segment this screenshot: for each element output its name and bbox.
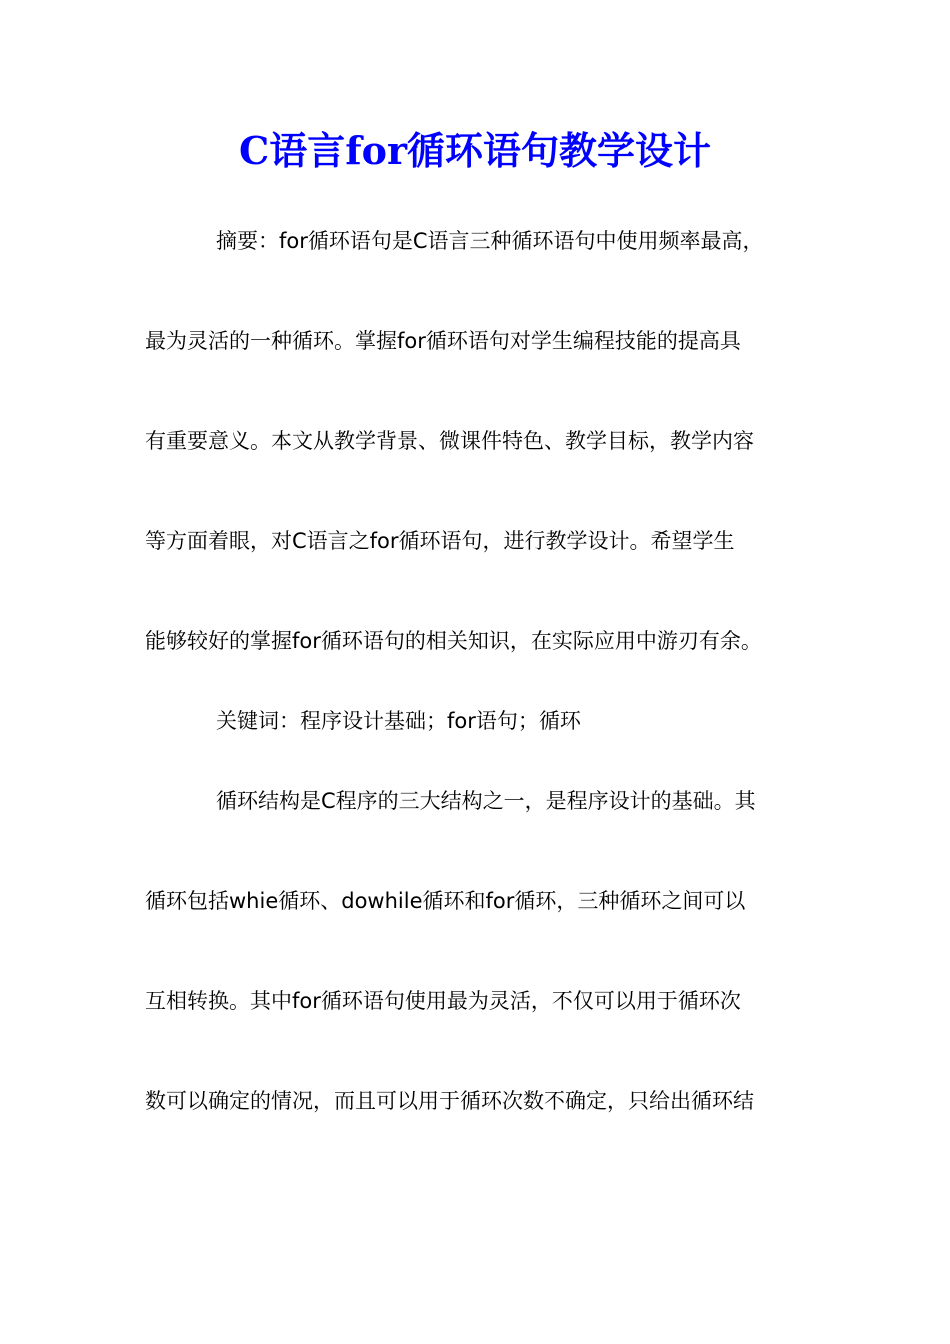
body-line-2: 循环包括whie循环、dowhile循环和for循环，三种循环之间可以: [145, 889, 746, 913]
abstract-line-5: 能够较好的掌握for循环语句的相关知识，在实际应用中游刃有余。: [145, 629, 762, 653]
abstract-line-3: 有重要意义。本文从教学背景、微课件特色、教学目标，教学内容: [145, 429, 754, 453]
abstract-line-1: 摘要：for循环语句是C语言三种循环语句中使用频率最高，: [216, 229, 764, 253]
body-line-3: 互相转换。其中for循环语句使用最为灵活，不仅可以用于循环次: [145, 989, 741, 1013]
abstract-line-2: 最为灵活的一种循环。掌握for循环语句对学生编程技能的提高具: [145, 329, 741, 353]
abstract-line-4: 等方面着眼，对C语言之for循环语句，进行教学设计。希望学生: [145, 529, 735, 553]
keywords-line: 关键词：程序设计基础；for语句；循环: [216, 709, 581, 733]
document-title: C语言for循环语句教学设计: [239, 128, 711, 173]
body-line-1: 循环结构是C程序的三大结构之一，是程序设计的基础。其: [216, 789, 756, 813]
body-line-4: 数可以确定的情况，而且可以用于循环次数不确定，只给出循环结: [145, 1089, 754, 1113]
